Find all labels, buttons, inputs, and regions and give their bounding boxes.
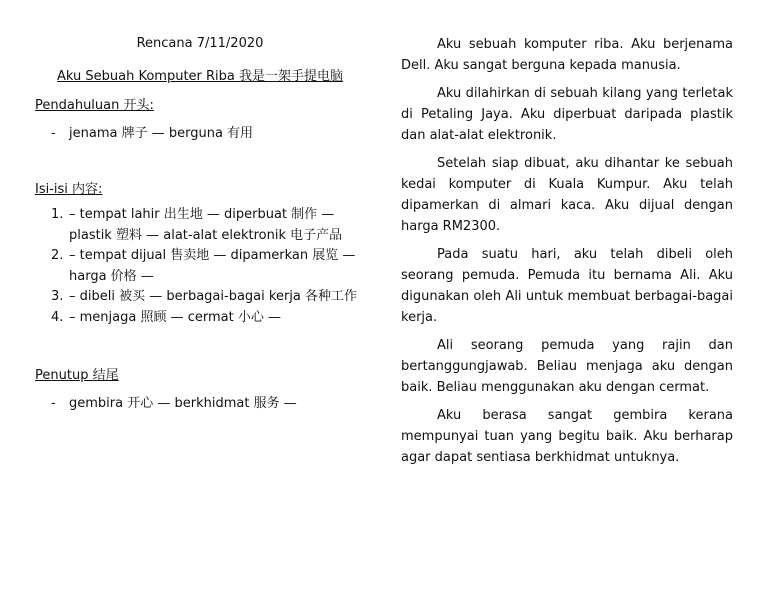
intro-line xyxy=(51,122,253,141)
paragraph: Ali seorang pemuda yang rajin dan bertanggungjawab. Beliau menjaga aku dengan baik. Beliau menggunakan aku dengan cermat. xyxy=(401,338,733,395)
list-item-text: – menjaga 照顾 — cermat 小心 — xyxy=(69,309,281,325)
list-number: 3. xyxy=(51,289,64,304)
paragraph: Aku dilahirkan di sebuah kilang yang terletak di Petaling Jaya. Aku diperbuat daripada plastik dan alat-alat elektronik. xyxy=(401,86,733,143)
bullet-dash: - xyxy=(51,396,56,411)
paragraph: Aku berasa sangat gembira kerana mempunyai tuan yang begitu baik. Aku berharap agar dapat sentiasa berkhidmat untuknya. xyxy=(401,408,733,465)
essay-title: Aku Sebuah Komputer Riba 我是一架手提电脑 xyxy=(56,69,344,84)
closing-line-text: gembira 开心 — berkhidmat 服务 — xyxy=(69,396,297,411)
paragraph: Setelah siap dibuat, aku dihantar ke sebuah kedai komputer di Kuala Kumpur. Aku telah dipamerkan di almari kaca. Aku dijual dengan harga RM2300. xyxy=(401,156,733,234)
paragraph: Pada suatu hari, aku telah dibeli oleh seorang pemuda. Pemuda itu bernama Ali. Aku digunakan oleh Ali untuk membuat berbagai-bagai kerja. xyxy=(401,247,733,325)
list-number: 1. xyxy=(51,207,64,222)
list-item xyxy=(35,205,375,246)
bullet-dash: - xyxy=(51,126,56,141)
closing-heading: Penutup 结尾 xyxy=(35,368,119,383)
body-list xyxy=(35,205,375,328)
list-number: 4. xyxy=(51,309,64,325)
list-item xyxy=(35,246,375,287)
intro-line-text: jenama 牌子 — berguna 有用 xyxy=(69,126,254,141)
list-number: 2. xyxy=(51,248,64,263)
list-item xyxy=(35,308,375,329)
closing-line xyxy=(51,392,297,411)
date-title: Rencana 7/11/2020 xyxy=(136,36,264,51)
list-item-text: – tempat dijual 售卖地 — dipamerkan 展览 — harga 价格 — xyxy=(69,248,356,284)
essay-body xyxy=(401,34,733,475)
list-item-text: – tempat lahir 出生地 — diperbuat 制作 — plastik 塑料 — alat-alat elektronik 电子产品 xyxy=(69,207,343,243)
paragraph: Aku sebuah komputer riba. Aku berjenama Dell. Aku sangat berguna kepada manusia. xyxy=(401,37,733,73)
intro-heading: Pendahuluan 开头: xyxy=(35,98,154,113)
list-item-text: – dibeli 被买 — berbagai-bagai kerja 各种工作 xyxy=(69,289,357,304)
body-heading: Isi-isi 内容: xyxy=(35,182,103,197)
list-item xyxy=(35,287,375,308)
